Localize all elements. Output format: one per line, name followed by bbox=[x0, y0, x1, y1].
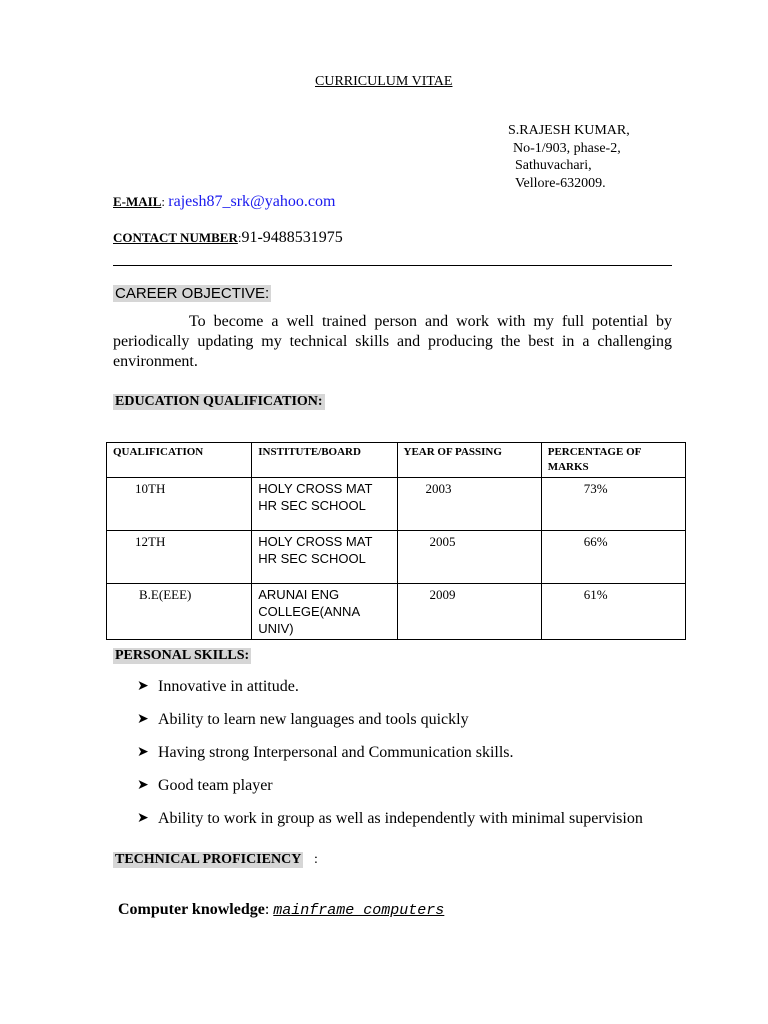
computer-knowledge-value: mainframe computers bbox=[273, 902, 445, 919]
arrow-right-bullet-icon: ➤ bbox=[137, 745, 149, 760]
computer-knowledge-separator: : bbox=[264, 901, 274, 918]
phone-label: CONTACT NUMBER bbox=[113, 230, 238, 245]
year-cell: 2003 bbox=[397, 478, 541, 531]
address-line-2: Sathuvachari, bbox=[515, 158, 592, 173]
institute-cell: HOLY CROSS MAT HR SEC SCHOOL bbox=[252, 531, 397, 584]
career-objective-text: To become a well trained person and work with my full potential by periodically updating my technical skills and producing the best in a challenging environment. bbox=[113, 313, 672, 370]
skill-text: Having strong Interpersonal and Communication skills. bbox=[158, 744, 514, 761]
year-cell: 2005 bbox=[397, 531, 541, 584]
arrow-right-bullet-icon: ➤ bbox=[137, 712, 149, 727]
skill-text: Good team player bbox=[158, 777, 273, 794]
column-header-institute: INSTITUTE/BOARD bbox=[252, 443, 397, 478]
qualification-cell: 10TH bbox=[107, 478, 252, 531]
arrow-right-bullet-icon: ➤ bbox=[137, 778, 149, 793]
list-item bbox=[137, 808, 672, 830]
percentage-cell: 73% bbox=[541, 478, 685, 531]
institute-cell: HOLY CROSS MAT HR SEC SCHOOL bbox=[252, 478, 397, 531]
email-link[interactable]: rajesh87_srk@yahoo.com bbox=[168, 193, 336, 210]
year-cell: 2009 bbox=[397, 584, 541, 640]
list-item bbox=[137, 775, 672, 797]
column-header-percentage: PERCENTAGE OF MARKS bbox=[541, 443, 685, 478]
phone-separator: : bbox=[237, 230, 242, 245]
skill-text: Ability to work in group as well as independently with minimal supervision bbox=[158, 810, 643, 827]
career-objective-heading: CAREER OBJECTIVE: bbox=[115, 285, 270, 302]
column-header-year: YEAR OF PASSING bbox=[397, 443, 541, 478]
arrow-right-bullet-icon: ➤ bbox=[137, 679, 149, 694]
table-row bbox=[107, 584, 686, 640]
document-title: CURRICULUM VITAE bbox=[315, 74, 453, 89]
institute-cell: ARUNAI ENG COLLEGE(ANNA UNIV) bbox=[252, 584, 397, 640]
technical-proficiency-heading: TECHNICAL PROFICIENCY bbox=[115, 852, 302, 867]
email-label: E-MAIL bbox=[113, 194, 162, 209]
education-heading: EDUCATION QUALIFICATION: bbox=[115, 394, 323, 409]
arrow-right-bullet-icon: ➤ bbox=[137, 811, 149, 826]
email-row bbox=[113, 193, 335, 211]
email-separator: : bbox=[161, 194, 166, 209]
table-row bbox=[107, 478, 686, 531]
computer-knowledge-row bbox=[118, 901, 444, 919]
phone-row bbox=[113, 229, 343, 247]
percentage-cell: 66% bbox=[541, 531, 685, 584]
table-row bbox=[107, 531, 686, 584]
address-line-3: Vellore-632009. bbox=[515, 176, 606, 191]
qualification-cell: B.E(EEE) bbox=[107, 584, 252, 640]
technical-heading-colon: : bbox=[314, 852, 318, 867]
list-item bbox=[137, 742, 672, 764]
horizontal-divider bbox=[113, 265, 672, 266]
list-item bbox=[137, 676, 672, 698]
column-header-qualification: QUALIFICATION bbox=[107, 443, 252, 478]
address-line-1: No-1/903, phase-2, bbox=[513, 141, 621, 156]
personal-skills-list bbox=[137, 676, 672, 830]
computer-knowledge-label: Computer knowledge bbox=[118, 901, 265, 918]
personal-skills-heading: PERSONAL SKILLS: bbox=[115, 648, 250, 663]
skill-text: Ability to learn new languages and tools quickly bbox=[158, 711, 469, 728]
qualification-cell: 12TH bbox=[107, 531, 252, 584]
table-header-row bbox=[107, 443, 686, 478]
education-table bbox=[106, 442, 686, 640]
list-item bbox=[137, 709, 672, 731]
applicant-name: S.RAJESH KUMAR, bbox=[508, 123, 630, 138]
phone-number: 91-9488531975 bbox=[241, 229, 343, 246]
percentage-cell: 61% bbox=[541, 584, 685, 640]
skill-text: Innovative in attitude. bbox=[158, 678, 299, 695]
